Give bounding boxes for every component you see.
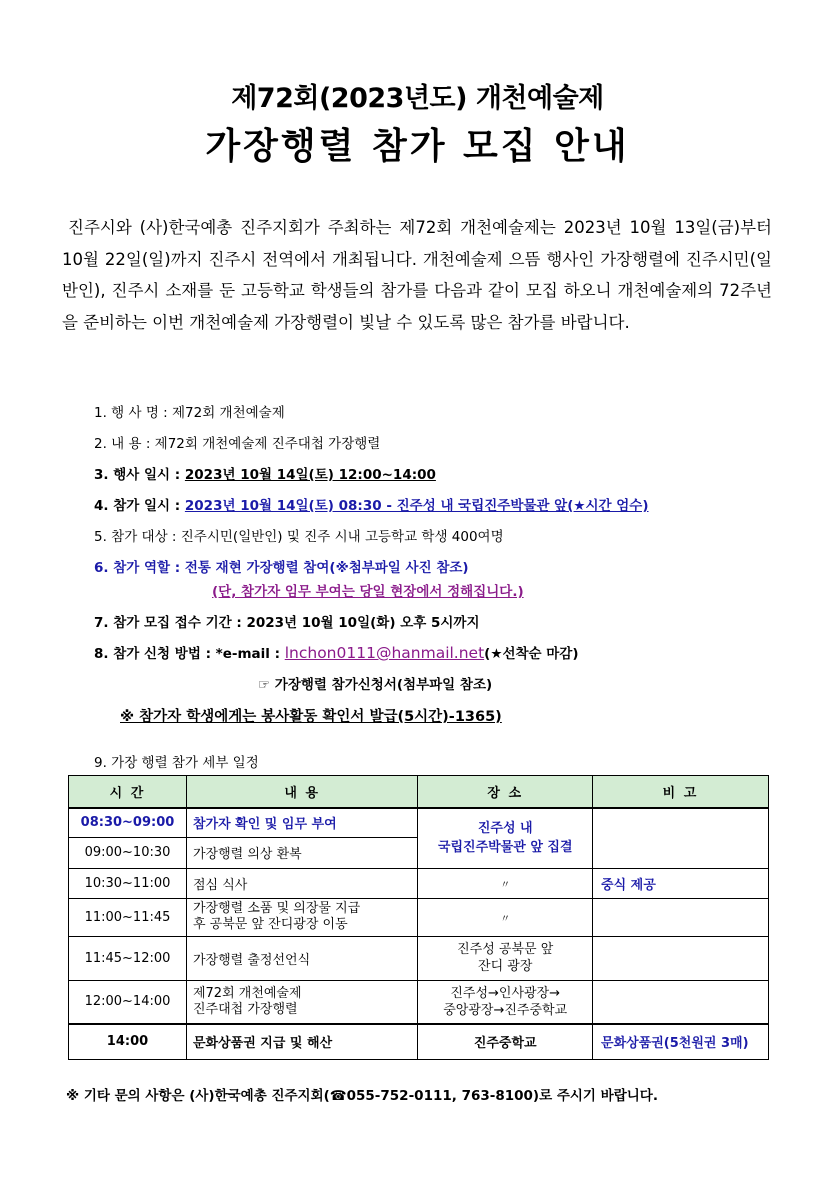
row-note: 문화상품권(5천원권 3매) [593, 1024, 769, 1059]
row-time: 08:30~09:00 [69, 808, 187, 837]
schedule-table [68, 775, 769, 1060]
table-header-row [69, 776, 769, 809]
row-time: 10:30~11:00 [69, 868, 187, 898]
table-row [69, 808, 769, 837]
item-role-note: (단, 참가자 임무 부여는 당일 현장에서 정해집니다.) [212, 584, 524, 600]
row-place: 〃 [418, 868, 593, 898]
item-content: 2. 내 용 : 제72회 개천예술제 진주대첩 가장행렬 [94, 436, 381, 452]
row-note [593, 898, 769, 936]
table-row [69, 898, 769, 936]
row-content: 문화상품권 지급 및 해산 [186, 1024, 417, 1059]
intro-paragraph [62, 212, 772, 338]
document-subtitle: 가장행렬 참가 모집 안내 [205, 126, 630, 167]
row-note [593, 936, 769, 980]
item-schedule-heading: 9. 가장 행렬 참가 세부 일정 [94, 755, 259, 771]
item-application-method-suffix: (★선착순 마감) [484, 646, 579, 662]
header-place: 장 소 [418, 776, 593, 809]
item-event-date-label: 3. 행사 일시 : [94, 467, 185, 483]
header-time: 시 간 [69, 776, 187, 809]
row-content: 가장행렬 의상 환복 [186, 837, 417, 868]
row-content: 참가자 확인 및 임무 부여 [186, 808, 417, 837]
item-participation-date [94, 494, 649, 514]
table-row [69, 868, 769, 898]
row-content: 가장행렬 소품 및 의장물 지급 후 공북문 앞 잔디광장 이동 [186, 898, 417, 936]
item-event-name: 1. 행 사 명 : 제72회 개천예술제 [94, 405, 285, 421]
header-note: 비 고 [593, 776, 769, 809]
row-time: 14:00 [69, 1024, 187, 1059]
item-application-period: 7. 참가 모집 접수 기간 : 2023년 10월 10일(화) 오후 5시까지 [94, 615, 480, 631]
item-target: 5. 참가 대상 : 진주시민(일반인) 및 진주 시내 고등학교 학생 400여명 [94, 529, 504, 545]
row-place: 진주중학교 [418, 1024, 593, 1059]
email-link[interactable]: lnchon0111@hanmail.net [284, 644, 485, 662]
intro-text: 진주시와 (사)한국예총 진주지회가 주최하는 제72회 개천예술제는 2023년 10월 13일(금)부터 10월 22일(일)까지 진주시 전역에서 개최됩니다. 개천예술제 으뜸 행사인 가장행렬에 진주시민(일반인), 진주시 소재를 둔 고등학교 학생들의 참가를 다음과 같이 모집 하오니 개천예술제의 72주년을 준비하는 이번 개천예술제 가장행렬이 빛날 수 있도록 많은 참가를 바랍니다. [62, 218, 772, 332]
contact-footer: ※ 기타 문의 사항은 (사)한국예총 진주지회(☎055-752-0111, 763-8100)로 주시기 바랍니다. [66, 1088, 658, 1104]
row-note [593, 980, 769, 1024]
row-place: 진주성→인사광장→ 중앙광장→진주중학교 [418, 980, 593, 1024]
header-content: 내 용 [186, 776, 417, 809]
row-content: 가장행렬 출정선언식 [186, 936, 417, 980]
table-row [69, 936, 769, 980]
row-time: 11:45~12:00 [69, 936, 187, 980]
row-time: 09:00~10:30 [69, 837, 187, 868]
item-participation-date-label: 4. 참가 일시 : [94, 498, 185, 514]
application-form-note: ☞ 가장행렬 참가신청서(첨부파일 참조) [258, 677, 493, 693]
volunteer-certificate-note: ※ 참가자 학생에게는 봉사활동 확인서 발급(5시간)-1365) [120, 709, 502, 725]
row-time: 11:00~11:45 [69, 898, 187, 936]
item-role: 6. 참가 역할 : 전통 재현 가장행렬 참여(※첨부파일 사진 참조) [94, 560, 469, 576]
row-place: 진주성 내 국립진주박물관 앞 집결 [418, 808, 593, 868]
table-row [69, 1024, 769, 1059]
document-title: 제72회(2023년도) 개천예술제 [231, 83, 604, 114]
row-note: 중식 제공 [593, 868, 769, 898]
item-event-date-value: 2023년 10월 14일(토) 12:00~14:00 [184, 467, 436, 483]
row-place: 진주성 공북문 앞 잔디 광장 [418, 936, 593, 980]
row-place: 〃 [418, 898, 593, 936]
row-time: 12:00~14:00 [69, 980, 187, 1024]
item-application-method-label: 8. 참가 신청 방법 : *e-mail : [94, 646, 285, 662]
row-note [593, 808, 769, 868]
item-event-date [94, 463, 436, 483]
row-content: 점심 식사 [186, 868, 417, 898]
item-application-method [94, 642, 579, 662]
row-content: 제72회 개천예술제 진주대첩 가장행렬 [186, 980, 417, 1024]
item-participation-date-value: 2023년 10월 14일(토) 08:30 - 진주성 내 국립진주박물관 앞(★시간 엄수) [184, 498, 649, 514]
table-row [69, 980, 769, 1024]
